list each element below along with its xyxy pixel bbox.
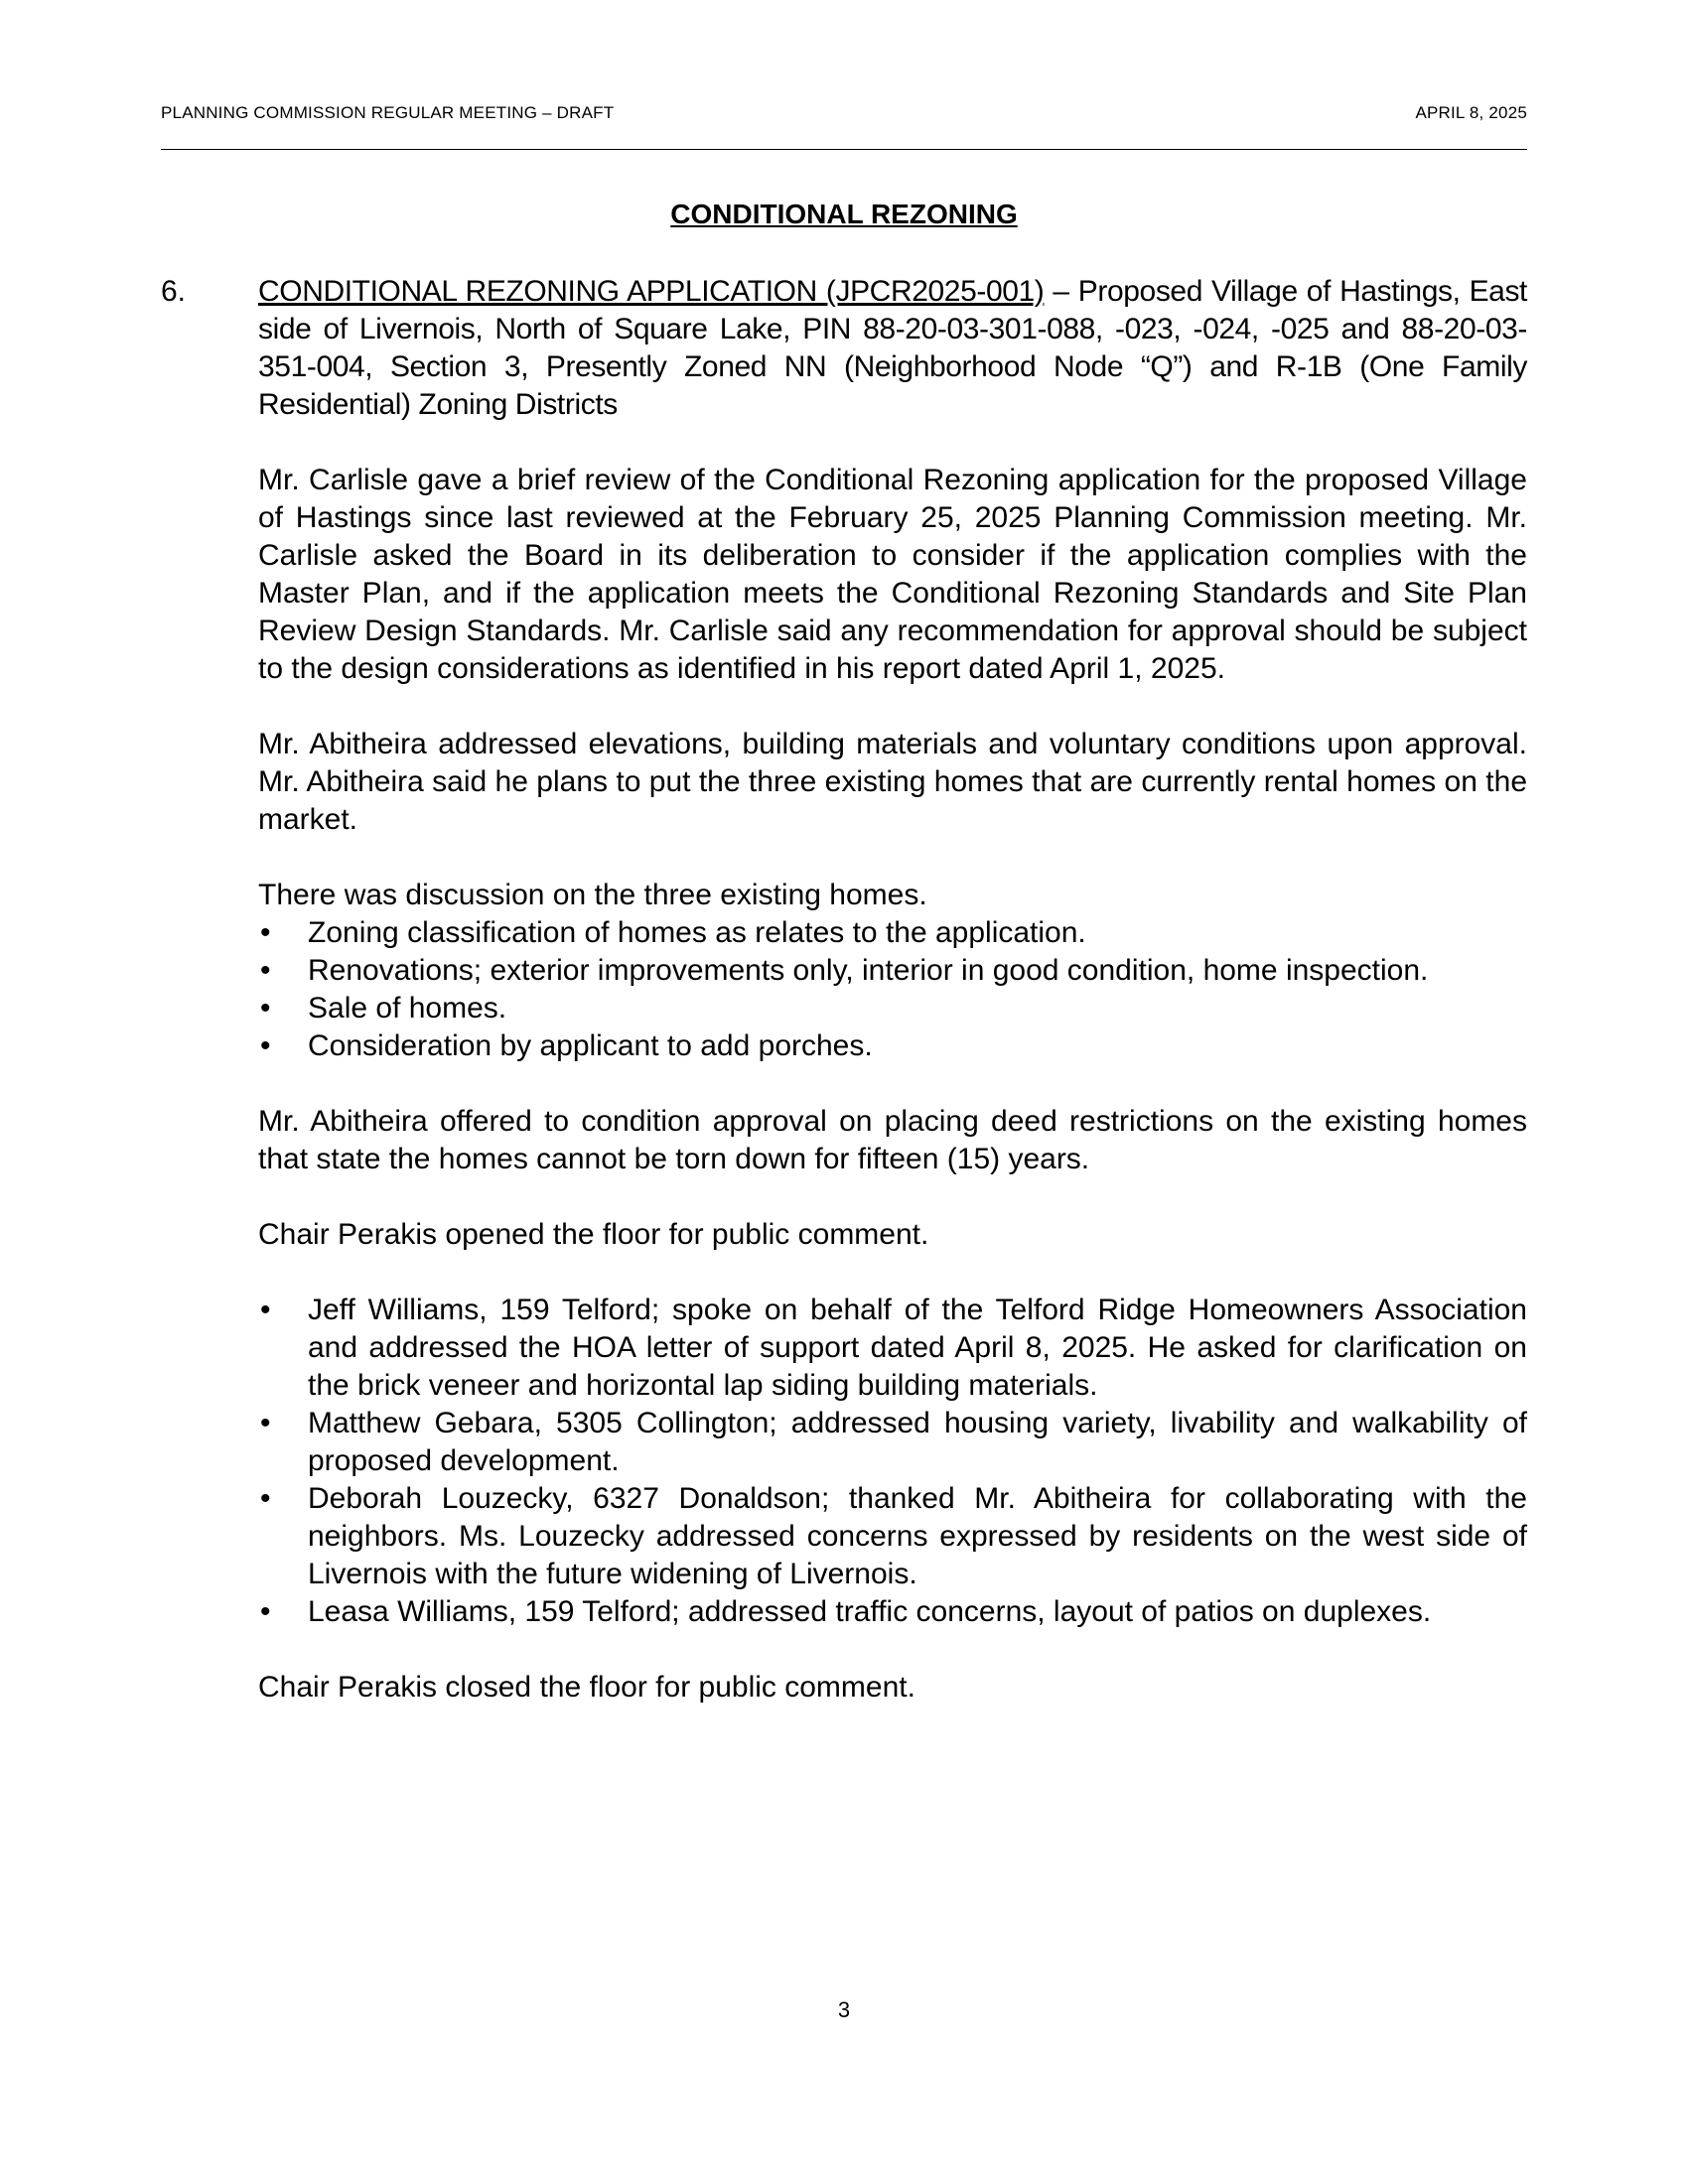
list-item: • Zoning classification of homes as relates to the application.	[258, 914, 1527, 952]
page-number: 3	[837, 1997, 851, 2022]
bullet-icon: •	[260, 1029, 271, 1062]
header-meeting-title: PLANNING COMMISSION REGULAR MEETING – DRAFT	[161, 103, 615, 122]
bullet-icon: •	[260, 992, 271, 1024]
paragraph-abitheira-elevations: Mr. Abitheira addressed elevations, building materials and voluntary conditions upon approval. Mr. Abitheira said he plans to put the three existing homes that are currently rental homes on the market.	[258, 728, 1527, 836]
bullet-icon: •	[260, 1595, 271, 1628]
public-comment-list	[258, 1292, 1527, 1631]
item-content	[258, 273, 1527, 1706]
list-item: • Consideration by applicant to add porches.	[258, 1027, 1527, 1065]
paragraph-public-comment-opened: Chair Perakis opened the floor for public comment.	[258, 1218, 929, 1251]
bullet-icon: •	[260, 1482, 271, 1515]
list-item: • Matthew Gebara, 5305 Collington; addressed housing variety, livability and walkability of proposed development.	[260, 1407, 1527, 1477]
bullet-icon: •	[260, 954, 271, 987]
discussion-bullet-list	[258, 914, 1527, 1065]
paragraph-deed-restrictions: Mr. Abitheira offered to condition approval on placing deed restrictions on the existing homes that state the homes cannot be torn down for fifteen (15) years.	[258, 1105, 1527, 1175]
item-heading	[258, 273, 1527, 424]
bullet-icon: •	[260, 916, 271, 949]
item-number: 6.	[161, 275, 187, 308]
paragraph-carlisle-review: Mr. Carlisle gave a brief review of the Conditional Rezoning application for the proposed Village of Hastings since last reviewed at the February 25, 2025 Planning Commission meeting. Mr. Carlisle asked the Board in its deliberation to consider if the application complies with the Master Plan, and if the application meets the Conditional Rezoning Standards and Site Plan Review Design Standards. Mr. Carlisle said any recommendation for approval should be subject to the design considerations as identified in his report dated April 1, 2025.	[258, 464, 1527, 685]
header-date: APRIL 8, 2025	[1415, 103, 1527, 122]
paragraph-public-comment-closed: Chair Perakis closed the floor for public comment.	[258, 1671, 915, 1704]
paragraph-discussion-intro: There was discussion on the three existing homes.	[258, 879, 927, 911]
bullet-icon: •	[260, 1294, 271, 1326]
list-item: • Deborah Louzecky, 6327 Donaldson; thanked Mr. Abitheira for collaborating with the neighbors. Ms. Louzecky addressed concerns expressed by residents on the west side of Livernois with the future widening of Livernois.	[260, 1482, 1527, 1590]
bullet-icon: •	[260, 1407, 271, 1439]
item-heading-underlined: CONDITIONAL REZONING APPLICATION (JPCR2025-001)	[258, 275, 1045, 308]
list-item: • Jeff Williams, 159 Telford; spoke on behalf of the Telford Ridge Homeowners Association and addressed the HOA letter of support dated April 8, 2025. He asked for clarification on the brick veneer and horizontal lap siding building materials.	[260, 1294, 1527, 1402]
item-heading-rest: – Proposed Village of Hastings, East side of Livernois, North of Square Lake, PIN 88-20-03-301-088, -023, -024, -025 and 88-20-03-351-004, Section 3, Presently Zoned NN (Neighborhood Node “Q”) and R-1B (One Family Residential) Zoning Districts	[258, 275, 1527, 421]
list-item: • Sale of homes.	[258, 990, 1527, 1027]
section-title: CONDITIONAL REZONING	[670, 199, 1018, 229]
header-divider	[161, 149, 1527, 150]
list-item: • Leasa Williams, 159 Telford; addressed traffic concerns, layout of patios on duplexes.	[258, 1593, 1527, 1631]
list-item: • Renovations; exterior improvements only, interior in good condition, home inspection.	[258, 952, 1527, 990]
